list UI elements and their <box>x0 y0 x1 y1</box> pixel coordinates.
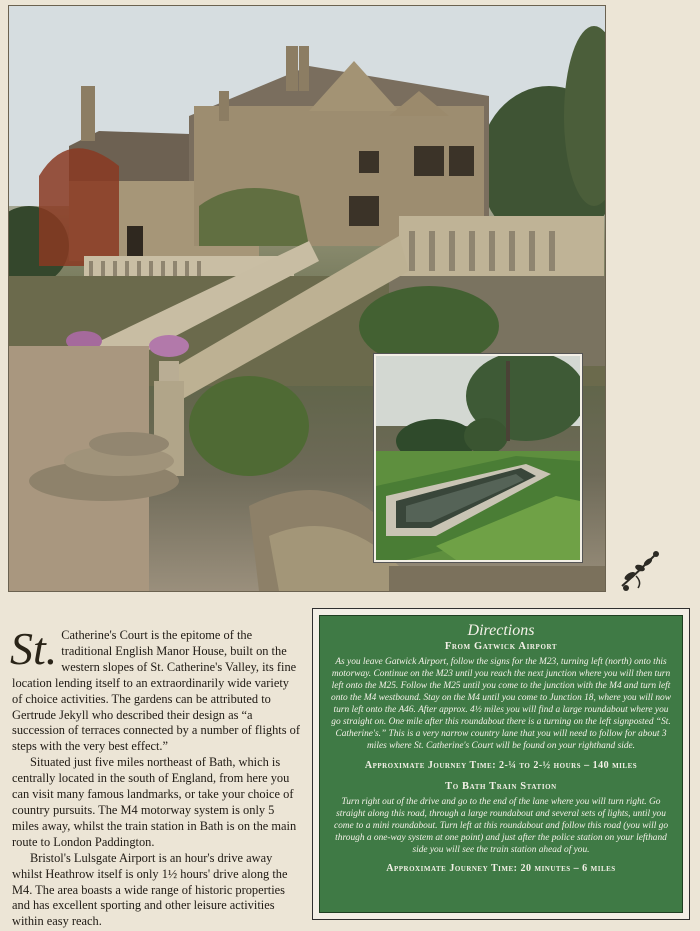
gatwick-journey-time: Approximate Journey Time: 2-¼ to 2-½ hours – 140 miles <box>364 760 638 771</box>
gatwick-heading: From Gatwick Airport <box>444 641 558 652</box>
bath-heading: To Bath Train Station <box>445 781 557 792</box>
intro-paragraph-3: Bristol's Lulsgate Airport is an hour's drive away whilst Heathrow itself is only 1½ hours' drive along the M4. The area boasts a wide range of historic properties and has excellent sporting and other leisure activities within easy reach. <box>12 850 288 929</box>
bath-directions: Turn right out of the drive and go to the end of the lane where you will turn right. Go straight along this road, through a large roundabout and several sets of lights, until you come to a mini roundabout. Turn left at this roundabout and follow this road (you will go through a one-way system at one point) and just after the police station on your lefthand side you will see the train station ahead of you. <box>333 797 669 855</box>
gatwick-directions: As you leave Gatwick Airport, follow the signs for the M23, turning left (north) onto this motorway. Continue on the M23 until you reach the next junction where you will then turn left onto the M25. Follow the M25 until you come to the junction with the M4 and turn left onto the M4 westbound. Stay on the M4 until you come to Junction 18, where you will now turn left onto the A46. After approx. 4½ miles you will find a large roundabout where you go straight on. One mile after this roundabout there is a turning on the left signposted “St. Catherine's.” This is a very narrow country lane that you will need to follow for about 3 miles where St. Catherine's Court will be found on your righthand side. <box>331 657 671 751</box>
bath-journey-time: Approximate Journey Time: 20 minutes – 6 miles <box>386 863 616 874</box>
directions-title: Directions <box>467 622 535 639</box>
intro-paragraph-1-text: Catherine's Court is the epitome of the traditional English Manor House, built on the western slopes of St. Catherine's Valley, its fine location lending itself to an extraordinarily wide variety of choice activities. The gardens can be attributed to Gertrude Jekyll who described their design as “a succession of terraces connected by a number of flights of steps with the very best effect.” <box>12 628 300 754</box>
directions-frame <box>312 608 690 920</box>
intro-paragraph-2: Situated just five miles northeast of Bath, which is centrally located in the south of England, from here you can visit many famous landmarks, or take your choice of country pursuits. The M4 motorway system is only 5 miles away, whilst the train station in Bath is on the main route to London Paddington. <box>12 755 297 849</box>
pond-garden-photo <box>374 354 582 562</box>
intro-paragraph-1 <box>10 623 302 755</box>
floral-sprig-icon <box>616 546 664 594</box>
drop-cap: St. <box>10 623 58 674</box>
intro-text <box>10 623 302 930</box>
directions-panel <box>319 615 683 913</box>
